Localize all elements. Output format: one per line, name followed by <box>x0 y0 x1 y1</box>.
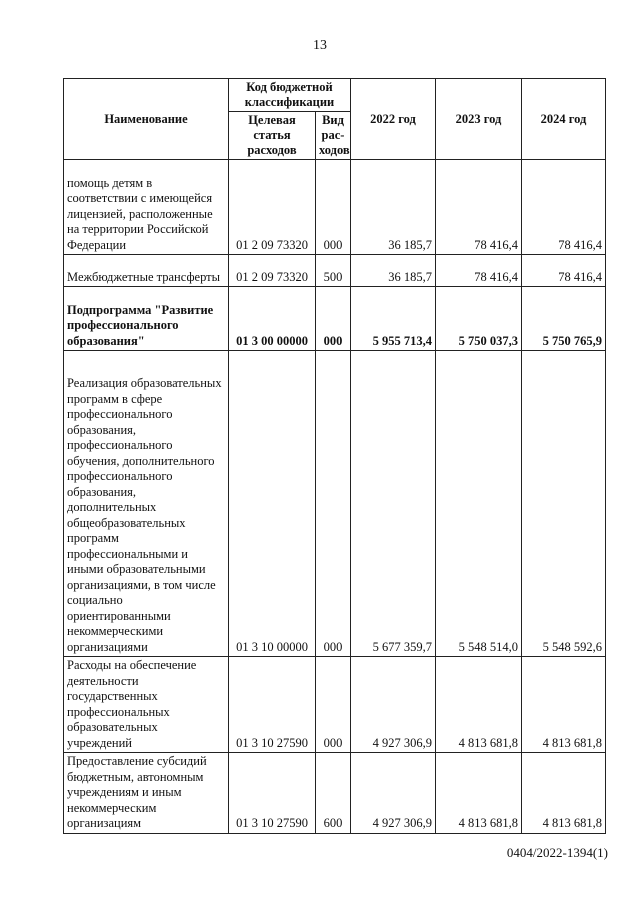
header-code-group: Код бюджетной классификации <box>229 79 351 112</box>
row-name: Предоставление субсидий бюджетным, автономным учреждениям и иным некоммерческим организациям <box>64 753 229 834</box>
row-value-2023: 4 813 681,8 <box>436 657 522 753</box>
row-code: 01 3 10 27590 <box>229 657 316 753</box>
row-name: Межбюджетные трансферты <box>64 255 229 287</box>
row-name: помощь детям в соответствии с имеющейся лицензией, расположенные на территории Российской Федерации <box>64 160 229 255</box>
row-value-2024: 5 548 592,6 <box>522 351 606 657</box>
row-type: 000 <box>316 657 351 753</box>
row-value-2024: 4 813 681,8 <box>522 657 606 753</box>
table-row <box>64 753 606 834</box>
row-code: 01 2 09 73320 <box>229 160 316 255</box>
header-expense-type: Вид рас-ходов <box>316 112 351 160</box>
table-row <box>64 160 606 255</box>
row-value-2023: 78 416,4 <box>436 255 522 287</box>
row-value-2022: 5 677 359,7 <box>351 351 436 657</box>
row-type: 600 <box>316 753 351 834</box>
table-row <box>64 657 606 753</box>
row-value-2024: 78 416,4 <box>522 160 606 255</box>
page-number: 13 <box>313 38 327 53</box>
row-value-2023: 78 416,4 <box>436 160 522 255</box>
header-name: Наименование <box>64 79 229 160</box>
row-value-2024: 5 750 765,9 <box>522 287 606 351</box>
row-type: 000 <box>316 160 351 255</box>
row-name: Реализация образовательных программ в сфере профессионального образования, профессионального обучения, дополнительного профессионального образования, дополнительных общеобразовательных программ профессиональными и иными образовательными организациями, в том числе социально ориентированными некоммерческими организациями <box>64 351 229 657</box>
row-code: 01 2 09 73320 <box>229 255 316 287</box>
header-year-2023: 2023 год <box>436 79 522 160</box>
table-row <box>64 287 606 351</box>
header-target-article: Целевая статья расходов <box>229 112 316 160</box>
row-value-2022: 36 185,7 <box>351 255 436 287</box>
row-code: 01 3 10 00000 <box>229 351 316 657</box>
row-code: 01 3 10 27590 <box>229 753 316 834</box>
row-name: Подпрограмма "Развитие профессионального образования" <box>64 287 229 351</box>
row-value-2022: 4 927 306,9 <box>351 753 436 834</box>
table-row <box>64 255 606 287</box>
row-value-2023: 5 548 514,0 <box>436 351 522 657</box>
row-value-2024: 4 813 681,8 <box>522 753 606 834</box>
budget-table <box>63 78 606 834</box>
row-name: Расходы на обеспечение деятельности государственных профессиональных образовательных учреждений <box>64 657 229 753</box>
row-code: 01 3 00 00000 <box>229 287 316 351</box>
row-type: 000 <box>316 351 351 657</box>
row-type: 000 <box>316 287 351 351</box>
document-number: 0404/2022-1394(1) <box>506 845 608 860</box>
table-row <box>64 351 606 657</box>
header-year-2022: 2022 год <box>351 79 436 160</box>
row-value-2024: 78 416,4 <box>522 255 606 287</box>
row-value-2022: 5 955 713,4 <box>351 287 436 351</box>
row-value-2023: 4 813 681,8 <box>436 753 522 834</box>
row-value-2023: 5 750 037,3 <box>436 287 522 351</box>
row-value-2022: 36 185,7 <box>351 160 436 255</box>
header-year-2024: 2024 год <box>522 79 606 160</box>
row-type: 500 <box>316 255 351 287</box>
row-value-2022: 4 927 306,9 <box>351 657 436 753</box>
